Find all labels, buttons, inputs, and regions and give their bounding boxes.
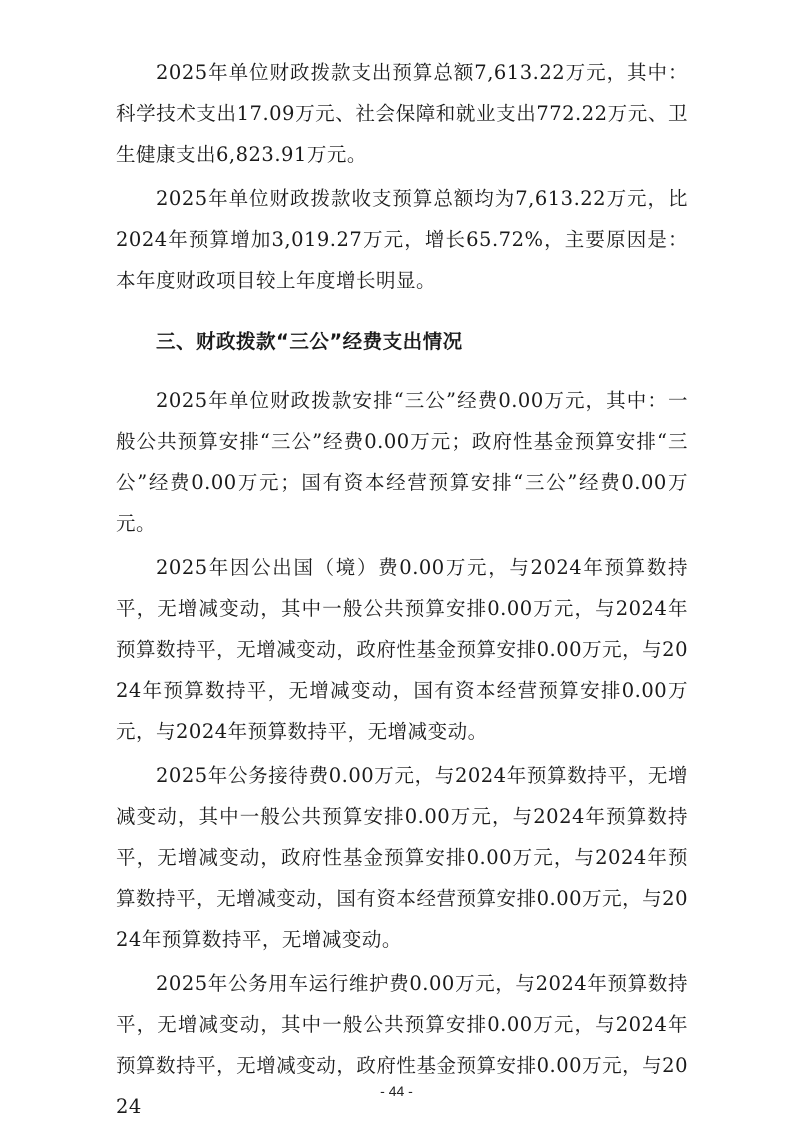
paragraph-budget-change: 2025年单位财政拨款收支预算总额均为7,613.22万元，比2024年预算增加3,019.27万元，增长65.72%，主要原因是：本年度财政项目较上年度增长明显。 — [116, 187, 688, 292]
section-heading: 三、财政拨款“三公”经费支出情况 — [156, 330, 463, 353]
paragraph-three-public-total: 2025年单位财政拨款安排“三公”经费0.00万元，其中：一般公共预算安排“三公”经费0.00万元；政府性基金预算安排“三公”经费0.00万元；国有资本经营预算安排“三公”经费0.00万元。 — [116, 389, 688, 535]
paragraph-overseas-travel: 2025年因公出国（境）费0.00万元，与2024年预算数持平，无增减变动，其中一般公共预算安排0.00万元，与2024年预算数持平，无增减变动，政府性基金预算安排0.00万元，与2024年预算数持平，无增减变动，国有资本经营预算安排0.00万元，与2024年预算数持平，无增减变动。 — [116, 556, 688, 743]
paragraph-expenditure-total: 2025年单位财政拨款支出预算总额7,613.22万元，其中：科学技术支出17.09万元、社会保障和就业支出772.22万元、卫生健康支出6,823.91万元。 — [116, 61, 688, 166]
page-number: - 44 - — [380, 1083, 413, 1099]
paragraph-official-reception: 2025年公务接待费0.00万元，与2024年预算数持平，无增减变动，其中一般公共预算安排0.00万元，与2024年预算数持平，无增减变动，政府性基金预算安排0.00万元，与2024年预算数持平，无增减变动，国有资本经营预算安排0.00万元，与2024年预算数持平，无增减变动。 — [116, 764, 688, 951]
document-body — [116, 52, 688, 1127]
paragraph-vehicle-maintenance: 2025年公务用车运行维护费0.00万元，与2024年预算数持平，无增减变动，其中一般公共预算安排0.00万元，与2024年预算数持平，无增减变动，政府性基金预算安排0.00万元，与2024 — [116, 972, 688, 1118]
